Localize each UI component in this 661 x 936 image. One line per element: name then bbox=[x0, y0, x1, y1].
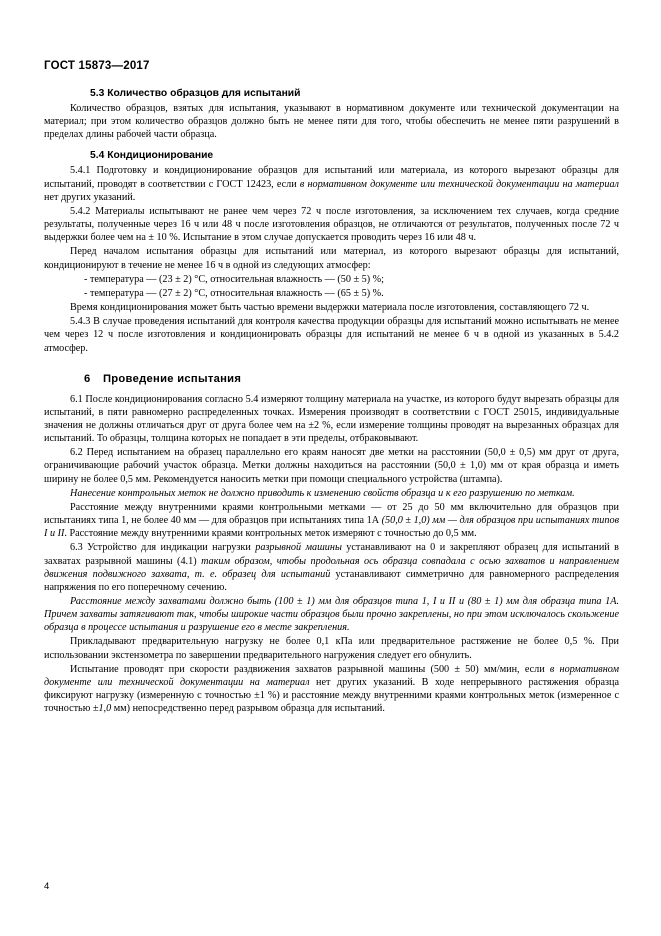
paragraph bbox=[44, 164, 619, 203]
paragraph bbox=[44, 663, 619, 716]
paragraph-italic: Нанесение контрольных меток не должно приводить к изменению свойств образца и к его разрушению по меткам. bbox=[70, 487, 575, 499]
paragraph: 6.2 Перед испытанием на образец параллельно его краям наносят две метки на расстоянии (50,0 ± 0,5) мм друг от друга, ограничивающие рабочий участок образца. Метки должны находиться на расстоянии (50,0 ± 1,0) мм от края образца и иметь ширину не более 0,5 мм. Рекомендуется наносить метки при помощи специального устройства (штампа). bbox=[44, 447, 619, 485]
text-run: мм) непосредственно перед разрывом образца для испытаний. bbox=[111, 703, 385, 715]
text-run: устанавливают симметрично для равномерного распределения напряжения по его поперечному сечению. bbox=[44, 568, 620, 593]
section-title: Проведение испытания bbox=[102, 372, 242, 385]
section-number: 5.3 bbox=[90, 88, 105, 99]
section-heading-5-3 bbox=[44, 88, 619, 99]
section-heading-6 bbox=[44, 373, 619, 385]
text-run: нет других указаний. В ходе непрерывного растяжения образца фиксируют нагрузку (измеренную с точностью ±1 %) и расстояние между внутренними краями контрольных меток (измеренное с точностью bbox=[44, 676, 619, 715]
text-run: Испытание проводят при скорости раздвижения захватов разрывной машины (500 ± 50) мм/мин, если bbox=[70, 663, 550, 675]
document-header: ГОСТ 15873—2017 bbox=[44, 60, 150, 72]
text-run-italic: таким образом, чтобы продольная ось образца совпадала с осью захватов и направлением движения подвижного захвата, т. е. образец для испытаний bbox=[44, 555, 619, 580]
paragraph: 6.1 После кондиционирования согласно 5.4 измеряют толщину материала на участке, из которого будут вырезать образцы для испытаний, в пяти равномерно распределенных точках. Измерения производят в соответствии с ГОСТ 25015, индивидуальные значения не должны отличаться друг от друга более чем на ±2 %, если измерение толщины проводят на вырезанных образцах для испытаний. То образцы, толщина которых не попадает в эти пределы, отбраковывают. bbox=[44, 393, 619, 445]
page-number: 4 bbox=[44, 881, 50, 892]
list-item: - температура — (23 ± 2) °С, относительная влажность — (50 ± 5) %; bbox=[84, 273, 384, 285]
text-run-italic: (50,0 ± 1,0) мм — для образцов при испытаниях типов I и II bbox=[44, 515, 619, 540]
section-number: 5.4 bbox=[90, 150, 105, 162]
section-heading-5-4 bbox=[44, 150, 619, 161]
text-run-italic: разрывной машины bbox=[255, 542, 342, 554]
text-run: 6.3 Устройство для индикации нагрузки bbox=[70, 542, 256, 554]
list-item: - температура — (27 ± 2) °С, относительная влажность — (65 ± 5) %. bbox=[84, 287, 384, 299]
text-run: Расстояние между внутренними краями контрольными метками — от 25 до 50 мм включительно для образцов при испытаниях типа 1, не более 40 мм — для образцов при испытаниях типа 1А bbox=[44, 501, 619, 527]
paragraph: 5.4.3 В случае проведения испытаний для контроля качества продукции образцы для испытаний можно испытывать не менее чем через 12 ч после изготовления и кондиционировать образцы для испытаний не менее 6 ч в одной из указанных в 5.4.2 атмосфер. bbox=[44, 316, 619, 354]
section-title: Количество образцов для испытаний bbox=[107, 88, 301, 99]
paragraph: Количество образцов, взятых для испытания, указывают в нормативном документе или технической документации на материал; при этом количество образцов должно быть не менее пяти для того, чтобы обеспечить не менее пяти разрушений в пределах длины рабочей части образца. bbox=[44, 103, 619, 141]
paragraph bbox=[44, 501, 619, 540]
text-run: нет других указаний. bbox=[44, 191, 136, 203]
paragraph: Прикладывают предварительную нагрузку не более 0,1 кПа или предварительное растяжение не более 0,5 %. При использовании экстензометра по завершении предварительного нагружения следует его обнулить. bbox=[44, 636, 619, 661]
section-number: 6 bbox=[84, 372, 91, 385]
section-title: Кондиционирование bbox=[107, 150, 214, 162]
text-run: . Расстояние между внутренними краями контрольных меток измеряют с точностью до 0,5 мм. bbox=[64, 528, 477, 540]
text-run: устанавливают на 0 и закрепляют образец для испытаний в захватах разрывной машины (4.1) bbox=[44, 542, 619, 567]
paragraph: 5.4.2 Материалы испытывают не ранее чем через 72 ч после изготовления, за исключением тех случаев, когда средние результаты, полученные через 16 ч или 48 ч после изготовления образцов, не отличаются от результатов, полученных после 72 ч выдержки более чем на ± 10 %. Испытание в этом случае допускается проводить через 16 или 48 ч. bbox=[44, 205, 619, 244]
text-run-italic: ±1,0 bbox=[92, 703, 112, 715]
text-run-italic: в нормативном документе или технической документации на материал bbox=[44, 663, 619, 688]
paragraph: Перед началом испытания образцы для испытаний или материал, из которого вырезают образцы для испытаний, кондиционируют в течение не менее 16 ч в одной из следующих атмосфер: bbox=[44, 246, 619, 271]
paragraph-italic: Расстояние между захватами должно быть (100 ± 1) мм для образцов типа 1, I и II и (80 ± 1) мм для образца типа 1А. Причем захваты затягивают так, чтобы широкие части образцов были прочно закреплены, но при этом исключалось скольжение образца в процессе испытания и разрушение его в месте закрепления. bbox=[44, 596, 619, 634]
paragraph bbox=[44, 541, 619, 594]
paragraph: Время кондиционирования может быть частью времени выдержки материала после изготовления, составляющего 72 ч. bbox=[70, 302, 590, 314]
text-run: 5.4.1 Подготовку и кондиционирование образцов для испытаний или материала, из которого вырезают образцы для испытаний, проводят в соответствии с ГОСТ 12423, если bbox=[44, 165, 619, 190]
text-run-italic: в нормативном документе или технической документации на материал bbox=[299, 178, 619, 190]
document-body bbox=[44, 88, 619, 715]
